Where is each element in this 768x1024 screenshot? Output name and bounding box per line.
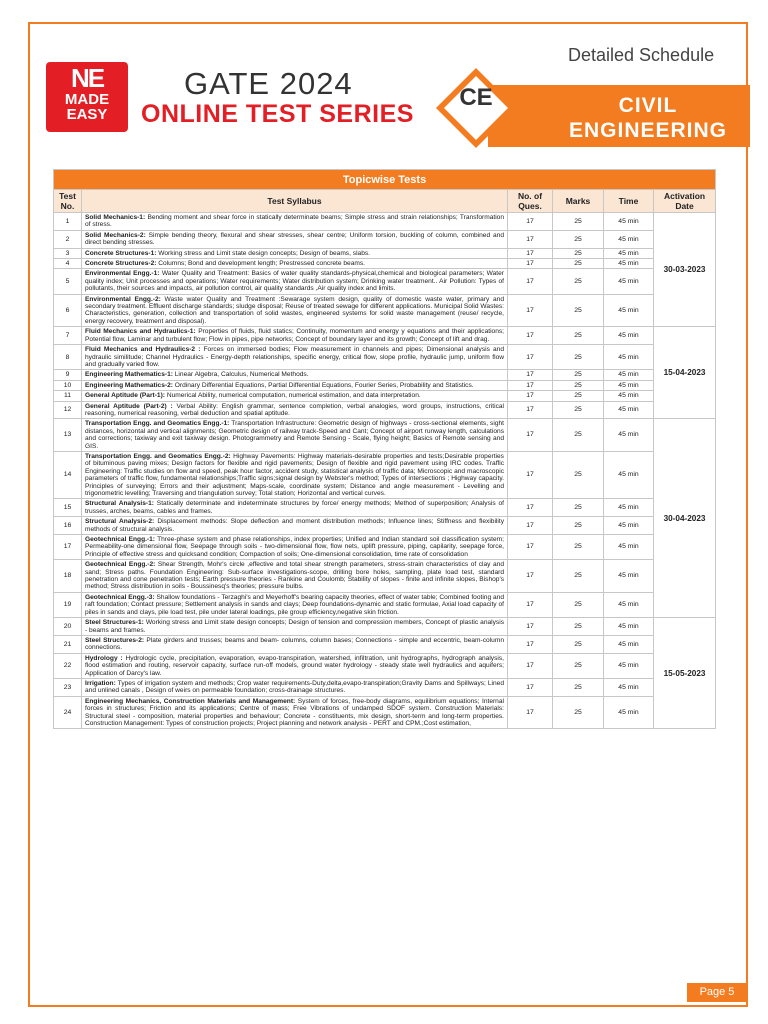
ques-cell: 17 (508, 592, 553, 617)
ques-cell: 17 (508, 345, 553, 370)
time-cell: 45 min (604, 696, 654, 729)
header-ques: No. of Ques. (508, 190, 553, 213)
test-no-cell: 19 (54, 592, 82, 617)
ques-cell: 17 (508, 213, 553, 231)
ques-cell: 17 (508, 391, 553, 401)
syllabus-title: Hydrology : (85, 654, 123, 662)
syllabus-text: Simple bending theory, flexural and shear stresses, shear centre; Uniform torsion, buckling of column, combined and direct bending stresses. (85, 231, 504, 247)
syllabus-text: Displacement methods: Slope deflection and moment distribution methods; Influence lines; Stiffness and flexibility methods of structural analysis. (85, 518, 504, 533)
marks-cell: 25 (553, 653, 604, 678)
branch-name (548, 93, 748, 143)
syllabus-text: Bending moment and shear force in statically determinate beams; Simple stress and strain relationships; Transformation of stress. (85, 214, 504, 229)
test-no-cell: 11 (54, 391, 82, 401)
header-activation-date: Activation Date (654, 190, 716, 213)
syllabus-text: Shear Strength, Mohr's circle ,effective and total shear strength parameters, stress-strain characteristics of clay and sand; Stress paths. Foundation Engineering: Sub-surface investigations-scope, drilling bore holes, sampling, plate load test, standard penetration and cone penetration tests; Earth pressure theories - Rankine and Coulomb; Stability of slopes - finite and infinite slopes, Bishop's method; Stress distribution in soils - Boussinesq's theories; pressure bulbs. (85, 561, 504, 591)
syllabus-cell (82, 269, 508, 294)
ques-cell: 17 (508, 535, 553, 560)
time-cell: 45 min (604, 230, 654, 248)
marks-cell: 25 (553, 327, 604, 345)
marks-cell: 25 (553, 635, 604, 653)
time-cell: 45 min (604, 678, 654, 696)
syllabus-title: Environmental Engg.-1: (85, 270, 160, 278)
test-no-cell: 22 (54, 653, 82, 678)
time-cell: 45 min (604, 401, 654, 419)
syllabus-cell (82, 696, 508, 729)
table-row (54, 635, 716, 653)
syllabus-text: Numerical Ability, numerical computation, numerical estimation, and data interpretation. (165, 392, 421, 400)
time-cell: 45 min (604, 451, 654, 498)
ques-cell: 17 (508, 653, 553, 678)
test-no-cell: 12 (54, 401, 82, 419)
activation-date-cell: 15-04-2023 (654, 327, 716, 419)
test-no-cell: 7 (54, 327, 82, 345)
activation-date-cell: 30-04-2023 (654, 419, 716, 618)
time-cell: 45 min (604, 248, 654, 258)
syllabus-title: Transportation Engg. and Geomatics Engg.-2: (85, 452, 231, 460)
syllabus-cell (82, 535, 508, 560)
logo-mark: NE (70, 63, 104, 93)
marks-cell: 25 (553, 248, 604, 258)
syllabus-text: Working stress and Limit state design concepts; Design of tension and compression members, Concept of plastic analysis - beams and frames. (85, 619, 504, 634)
syllabus-cell (82, 419, 508, 452)
table-row (54, 419, 716, 452)
marks-cell: 25 (553, 499, 604, 517)
ques-cell: 17 (508, 618, 553, 636)
test-no-cell: 20 (54, 618, 82, 636)
syllabus-title: Solid Mechanics-1: (85, 214, 146, 221)
time-cell: 45 min (604, 327, 654, 345)
ques-cell: 17 (508, 517, 553, 535)
marks-cell: 25 (553, 592, 604, 617)
syllabus-title: Engineering Mathematics-1: (85, 371, 173, 379)
table-row (54, 370, 716, 380)
time-cell: 45 min (604, 269, 654, 294)
syllabus-cell (82, 345, 508, 370)
time-cell: 45 min (604, 618, 654, 636)
marks-cell: 25 (553, 269, 604, 294)
syllabus-title: Transportation Engg. and Geomatics Engg.-1: (85, 420, 230, 428)
ques-cell: 17 (508, 419, 553, 452)
time-cell: 45 min (604, 391, 654, 401)
branch-code: CE (459, 84, 493, 111)
syllabus-cell (82, 560, 508, 593)
time-cell: 45 min (604, 259, 654, 269)
syllabus-cell (82, 678, 508, 696)
logo-word-made: MADE (64, 91, 110, 108)
test-no-cell: 6 (54, 294, 82, 327)
syllabus-cell (82, 294, 508, 327)
schedule-table (53, 169, 716, 729)
marks-cell: 25 (553, 560, 604, 593)
syllabus-cell (82, 230, 508, 248)
syllabus-title: Solid Mechanics-2: (85, 231, 146, 239)
time-cell: 45 min (604, 592, 654, 617)
test-no-cell: 18 (54, 560, 82, 593)
ques-cell: 17 (508, 401, 553, 419)
test-no-cell: 24 (54, 696, 82, 729)
test-no-cell: 13 (54, 419, 82, 452)
ques-cell: 17 (508, 294, 553, 327)
ques-cell: 17 (508, 696, 553, 729)
ques-cell: 17 (508, 370, 553, 380)
time-cell: 45 min (604, 370, 654, 380)
table-caption: Topicwise Tests (54, 170, 716, 190)
table-row (54, 451, 716, 498)
header-syllabus: Test Syllabus (82, 190, 508, 213)
time-cell: 45 min (604, 560, 654, 593)
marks-cell: 25 (553, 391, 604, 401)
syllabus-cell (82, 635, 508, 653)
ques-cell: 17 (508, 380, 553, 390)
time-cell: 45 min (604, 653, 654, 678)
test-no-cell: 4 (54, 259, 82, 269)
syllabus-cell (82, 248, 508, 258)
syllabus-text: Ordinary Differential Equations, Partial Differential Equations, Fourier Series, Probability and Statistics. (172, 381, 474, 389)
schedule-label: Detailed Schedule (568, 45, 715, 65)
syllabus-title: Geotechnical Engg.-3: (85, 593, 155, 601)
test-no-cell: 17 (54, 535, 82, 560)
table-row (54, 380, 716, 390)
table-body (54, 213, 716, 729)
made-easy-logo (46, 62, 128, 132)
table-row (54, 535, 716, 560)
syllabus-cell (82, 327, 508, 345)
syllabus-title: Steel Structures-2: (85, 636, 145, 644)
time-cell: 45 min (604, 499, 654, 517)
syllabus-text: Properties of fluids, fluid statics; Continuity, momentum and energy y equations and their applications; Potential flow, Laminar and turbulent flow; Flow in pipes, pipe networks; Concept of boundary layer and its growth; Concept of lift and drag. (85, 328, 504, 343)
syllabus-text: Statically determinate and indeterminate structures by force/ energy methods; Method of superposition; Analysis of trusses, arches, beams, cables and frames. (85, 500, 504, 515)
syllabus-cell (82, 259, 508, 269)
syllabus-text: Three-phase system and phase relationships, index properties; Unified and Indian standard soil classification system; Permeability-one dimensional flow, Seepage through soils - two-dimensional flow, flow nets, uplift pressure, piping, capilarity, seepage force, Principle of effective stress and quicksand condition; Compaction of soils; One-dimensional consolidation, time rate of consolidation (85, 536, 504, 558)
test-no-cell: 14 (54, 451, 82, 498)
table-row (54, 230, 716, 248)
time-cell: 45 min (604, 294, 654, 327)
table-row (54, 327, 716, 345)
syllabus-text: Types of irrigation system and methods; Crop water requirements-Duty,delta,evapo-transpiration;Gravity Dams and Spillways; Lined and unlined canals , Design of weirs on permeable foundation; cross-drainage structures. (85, 679, 504, 695)
table-row (54, 560, 716, 593)
table-row (54, 618, 716, 636)
table-row (54, 259, 716, 269)
syllabus-title: General Aptitude (Part-1): (85, 392, 165, 400)
ques-cell: 17 (508, 451, 553, 498)
header-marks: Marks (553, 190, 604, 213)
marks-cell: 25 (553, 517, 604, 535)
syllabus-cell (82, 391, 508, 401)
marks-cell: 25 (553, 618, 604, 636)
marks-cell: 25 (553, 451, 604, 498)
marks-cell: 25 (553, 345, 604, 370)
ques-cell: 17 (508, 499, 553, 517)
test-no-cell: 23 (54, 678, 82, 696)
syllabus-title: Engineering Mathematics-2: (85, 381, 173, 389)
branch-name-line1: CIVIL (618, 94, 678, 117)
test-no-cell: 21 (54, 635, 82, 653)
syllabus-text: Highway Pavements: Highway materials-desirable properties and tests;Desirable properties of bituminous paving mixes; Design factors for flexible and rigid pavements; Design of flexible and rigid pavement using IRC codes. Traffic Engineering: Traffic studies on flow and speed, peak hour factor, accident study, statistical analysis of traffic data; Microscopic and macroscopic parameters of traffic flow, fundamental relationships;Traffic signs;signal design by Webster's method; Types of intersections ; Highway capacity. Principles of surveying; Errors and their adjustment; Maps-scale, coordinate system; Distance and angle measurement - Levelling and trigonometric levelling; Traversing and triangulation survey; Total station; Horizontal and vertical curves. (85, 452, 504, 497)
page-subtitle: ONLINE TEST SERIES (141, 100, 414, 128)
ques-cell: 17 (508, 248, 553, 258)
header-time: Time (604, 190, 654, 213)
marks-cell: 25 (553, 401, 604, 419)
marks-cell: 25 (553, 294, 604, 327)
table-row (54, 517, 716, 535)
syllabus-text: Water Quality and Treatment: Basics of water quality standards-physical,chemical and biological parameters; Water quality index; Unit processes and operations; Water requirements; Water distribution system; Drinking water treatment.. Air Pollution: Types of pollutants, their sources and impacts, air pollution control, air quality standards ,Air quality index and limits. (85, 270, 504, 293)
activation-date-cell: 30-03-2023 (654, 213, 716, 327)
syllabus-title: Fluid Mechanics and Hydraulics-1: (85, 328, 196, 336)
table-row (54, 696, 716, 729)
syllabus-title: Environmental Engg.-2: (85, 295, 161, 303)
marks-cell: 25 (553, 259, 604, 269)
marks-cell: 25 (553, 678, 604, 696)
test-no-cell: 5 (54, 269, 82, 294)
syllabus-title: Concrete Structures-1: (85, 249, 157, 257)
table-row (54, 294, 716, 327)
activation-date-cell: 15-05-2023 (654, 618, 716, 729)
ques-cell: 17 (508, 269, 553, 294)
syllabus-title: Geotechnical Engg.-1: (85, 536, 155, 544)
syllabus-cell (82, 618, 508, 636)
table-row (54, 345, 716, 370)
ques-cell: 17 (508, 560, 553, 593)
test-no-cell: 3 (54, 248, 82, 258)
time-cell: 45 min (604, 517, 654, 535)
marks-cell: 25 (553, 380, 604, 390)
ques-cell: 17 (508, 327, 553, 345)
test-no-cell: 9 (54, 370, 82, 380)
table-row (54, 401, 716, 419)
ques-cell: 17 (508, 259, 553, 269)
syllabus-text: Working stress and Limit state design concepts; Design of beams, slabs. (156, 249, 370, 257)
syllabus-cell (82, 592, 508, 617)
syllabus-text: Plate girders and trusses; beams and beam- columns, column bases; Connections - simple and eccentric, beam-column connections. (85, 636, 504, 652)
page-number: Page 5 (687, 983, 747, 1002)
syllabus-title: Structural Analysis-2: (85, 518, 155, 526)
time-cell: 45 min (604, 380, 654, 390)
syllabus-title: Geotechnical Engg.-2: (85, 561, 156, 569)
table-row (54, 269, 716, 294)
branch-name-line2: ENGINEERING (568, 119, 728, 142)
time-cell: 45 min (604, 535, 654, 560)
syllabus-cell (82, 517, 508, 535)
syllabus-text: Transportation Infrastructure: Geometric design of highways - cross-sectional elements, sight distances, horizontal and vertical alignments; Geometric design of railway track-Speed and Cant; Concept of airport runway length, calculations and corrections; taxiway and exit taxiway design. Photogrammetry and Remote Sensing - Scale, flying height; Basics of Remote sensing and GIS. (85, 420, 504, 450)
page-title: GATE 2024 (184, 66, 353, 101)
syllabus-text: System of forces, free-body diagrams, equilibrium equations; Internal forces in structures; Friction and its applications; Centre of mass; Free Vibrations of undamped SDOF system. Construction Materials: Structural steel - composition, material properties and behaviour; Concrete - constituents, mix design, short-term and long-term properties. Construction Management: Types of construction projects; Project planning and network analysis - PERT and CPM.;Cost estimation, (85, 697, 504, 727)
time-cell: 45 min (604, 345, 654, 370)
table-row (54, 678, 716, 696)
time-cell: 45 min (604, 213, 654, 231)
syllabus-text: Waste water Quality and Treatment :Sewarage system design, quality of domestic waste water, primary and secondary treatment. Effluent discharge standards; sludge disposal; Reuse of treated sewage for different applications. Municipal Solid Wastes: Characteristics, generation, collection and transportation of solid wastes, engineered systems for solid waste management (reuse/ recycle, energy recovery, treatment and disposal). (85, 295, 504, 325)
ques-cell: 17 (508, 678, 553, 696)
syllabus-title: Steel Structures-1: (85, 619, 144, 627)
table-row (54, 248, 716, 258)
test-no-cell: 8 (54, 345, 82, 370)
marks-cell: 25 (553, 696, 604, 729)
syllabus-text: Columns; Bond and development length; Prestressed concrete beams. (156, 260, 366, 268)
table-row (54, 592, 716, 617)
marks-cell: 25 (553, 419, 604, 452)
header-test-no: Test No. (54, 190, 82, 213)
syllabus-cell (82, 401, 508, 419)
syllabus-cell (82, 499, 508, 517)
test-no-cell: 16 (54, 517, 82, 535)
table-row (54, 653, 716, 678)
syllabus-title: Fluid Mechanics and Hydraulics-2 : (85, 346, 201, 354)
test-no-cell: 10 (54, 380, 82, 390)
marks-cell: 25 (553, 213, 604, 231)
syllabus-text: Linear Algebra, Calculus, Numerical Methods. (172, 371, 309, 379)
syllabus-text: Shallow foundations - Terzaghi's and Meyerhoff's bearing capacity theories, effect of water table; Combined footing and raft foundation; Contact pressure; Settlement analysis in sands and clays; Deep foundations-dynamic and static formulae, Axial load capacity of piles in sands and clays, pile load test, pile under lateral loadings, pile group efficiency,negative skin friction. (85, 593, 504, 616)
syllabus-cell (82, 653, 508, 678)
time-cell: 45 min (604, 419, 654, 452)
syllabus-title: General Aptitude (Part-2) : (85, 402, 173, 410)
syllabus-text: Forces on immersed bodies; Flow measurement in channels and pipes; Dimensional analysis and hydraulic similitude; Channel Hydraulics - Energy-depth relationships, specific energy, critical flow, slope profile, hydraulic jump, uniform flow and gradually varied flow. (85, 346, 504, 368)
table-row (54, 499, 716, 517)
ques-cell: 17 (508, 230, 553, 248)
syllabus-cell (82, 451, 508, 498)
table-row (54, 391, 716, 401)
marks-cell: 25 (553, 370, 604, 380)
logo-word-easy: EASY (66, 106, 108, 123)
ques-cell: 17 (508, 635, 553, 653)
syllabus-cell (82, 380, 508, 390)
test-no-cell: 2 (54, 230, 82, 248)
table-row (54, 213, 716, 231)
syllabus-title: Concrete Structures-2: (85, 260, 157, 268)
syllabus-title: Engineering Mechanics, Construction Materials and Management: (85, 697, 296, 705)
time-cell: 45 min (604, 635, 654, 653)
syllabus-title: Structural Analysis-1: (85, 500, 154, 508)
test-no-cell: 1 (54, 213, 82, 231)
syllabus-cell (82, 213, 508, 231)
syllabus-cell (82, 370, 508, 380)
test-no-cell: 15 (54, 499, 82, 517)
marks-cell: 25 (553, 535, 604, 560)
marks-cell: 25 (553, 230, 604, 248)
syllabus-text: Verbal Ability: English grammar, sentence completion, verbal analogies, word groups, instructions, critical reasoning, numerical reasoning, verbal deduction and spatial aptitude. (85, 402, 504, 417)
syllabus-title: Irrigation: (85, 679, 116, 687)
syllabus-text: Hydrologic cycle, precipitation, evaporation, evapo-transpiration, watershed, infiltration, unit hydrographs, hydrograph analysis, flood estimation and routing, reservoir capacity, surface run-off models, ground water hydrology - steady state well hydraulics and aquifers; Application of Darcy's law. (85, 654, 504, 677)
